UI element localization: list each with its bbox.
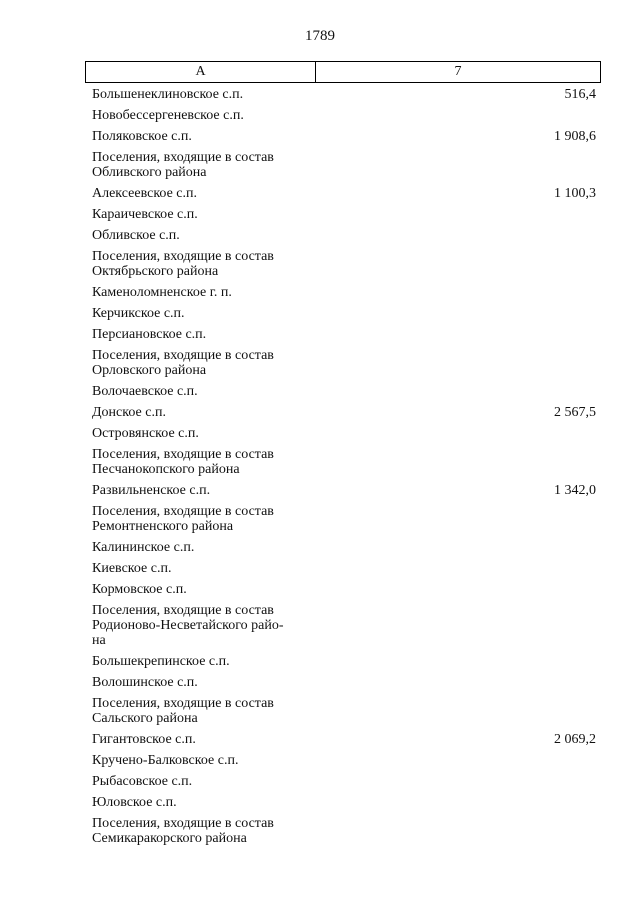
table-row (92, 675, 596, 690)
settlement-name: Керчикское с.п. (92, 306, 185, 321)
settlement-name: Гигантовское с.п. (92, 732, 196, 747)
table-row (92, 384, 596, 399)
settlement-name: Юловское с.п. (92, 795, 177, 810)
settlement-name: Поселения, входящие в состав Октябрьского района (92, 249, 274, 279)
table-row (92, 540, 596, 555)
settlement-value: 516,4 (564, 87, 596, 102)
table-row (92, 108, 596, 123)
settlement-name: Поселения, входящие в состав Семикаракорского района (92, 816, 274, 846)
settlement-name: Поселения, входящие в состав Обливского района (92, 150, 274, 180)
settlement-name: Персиановское с.п. (92, 327, 207, 342)
settlement-name: Поселения, входящие в состав Орловского района (92, 348, 274, 378)
table-row (92, 447, 596, 477)
settlement-name: Калининское с.п. (92, 540, 195, 555)
table-row (92, 426, 596, 441)
table-row (92, 249, 596, 279)
table-row (92, 150, 596, 180)
table-row (92, 654, 596, 669)
table-row (92, 504, 596, 534)
table-row (92, 561, 596, 576)
settlement-value: 1 100,3 (554, 186, 596, 201)
column-header-a: А (86, 62, 316, 82)
table-row (92, 582, 596, 597)
page-number: 1789 (305, 28, 335, 44)
settlement-name: Поселения, входящие в состав Родионово-Несветайского райо- на (92, 603, 284, 648)
table-row (92, 732, 596, 747)
settlement-name: Развильненское с.п. (92, 483, 211, 498)
settlement-name: Алексеевское с.п. (92, 186, 197, 201)
table-row (92, 696, 596, 726)
table-row (92, 87, 596, 102)
table-row (92, 816, 596, 846)
settlement-name: Донское с.п. (92, 405, 166, 420)
settlement-value: 1 342,0 (554, 483, 596, 498)
settlement-name: Поляковское с.п. (92, 129, 192, 144)
table-row (92, 753, 596, 768)
settlement-value: 2 567,5 (554, 405, 596, 420)
settlement-name: Большекрепинское с.п. (92, 654, 230, 669)
table-row (92, 327, 596, 342)
table-row (92, 207, 596, 222)
settlement-name: Новобессергеневское с.п. (92, 108, 244, 123)
settlement-name: Поселения, входящие в состав Ремонтненского района (92, 504, 274, 534)
table-row (92, 186, 596, 201)
settlement-name: Волошинское с.п. (92, 675, 198, 690)
settlement-name: Поселения, входящие в состав Песчанокопского района (92, 447, 274, 477)
table-header (85, 61, 601, 83)
table-row (92, 483, 596, 498)
settlement-name: Обливское с.п. (92, 228, 180, 243)
settlement-name: Большенеклиновское с.п. (92, 87, 244, 102)
settlement-name: Рыбасовское с.п. (92, 774, 193, 789)
table-row (92, 795, 596, 810)
settlement-name: Волочаевское с.п. (92, 384, 198, 399)
table-row (92, 228, 596, 243)
table-row (92, 348, 596, 378)
settlement-name: Каменоломненское г. п. (92, 285, 232, 300)
column-header-7: 7 (454, 64, 462, 79)
settlement-name: Кормовское с.п. (92, 582, 187, 597)
settlement-name: Киевское с.п. (92, 561, 172, 576)
settlement-name: Кручено-Балковское с.п. (92, 753, 239, 768)
table-row (92, 306, 596, 321)
settlement-name: Островянское с.п. (92, 426, 199, 441)
settlement-value: 2 069,2 (554, 732, 596, 747)
table-row (92, 285, 596, 300)
table-body (92, 87, 596, 852)
settlement-name: Поселения, входящие в состав Сальского района (92, 696, 274, 726)
settlement-value: 1 908,6 (554, 129, 596, 144)
table-row (92, 129, 596, 144)
table-row (92, 405, 596, 420)
table-row (92, 603, 596, 648)
settlement-name: Караичевское с.п. (92, 207, 198, 222)
table-row (92, 774, 596, 789)
